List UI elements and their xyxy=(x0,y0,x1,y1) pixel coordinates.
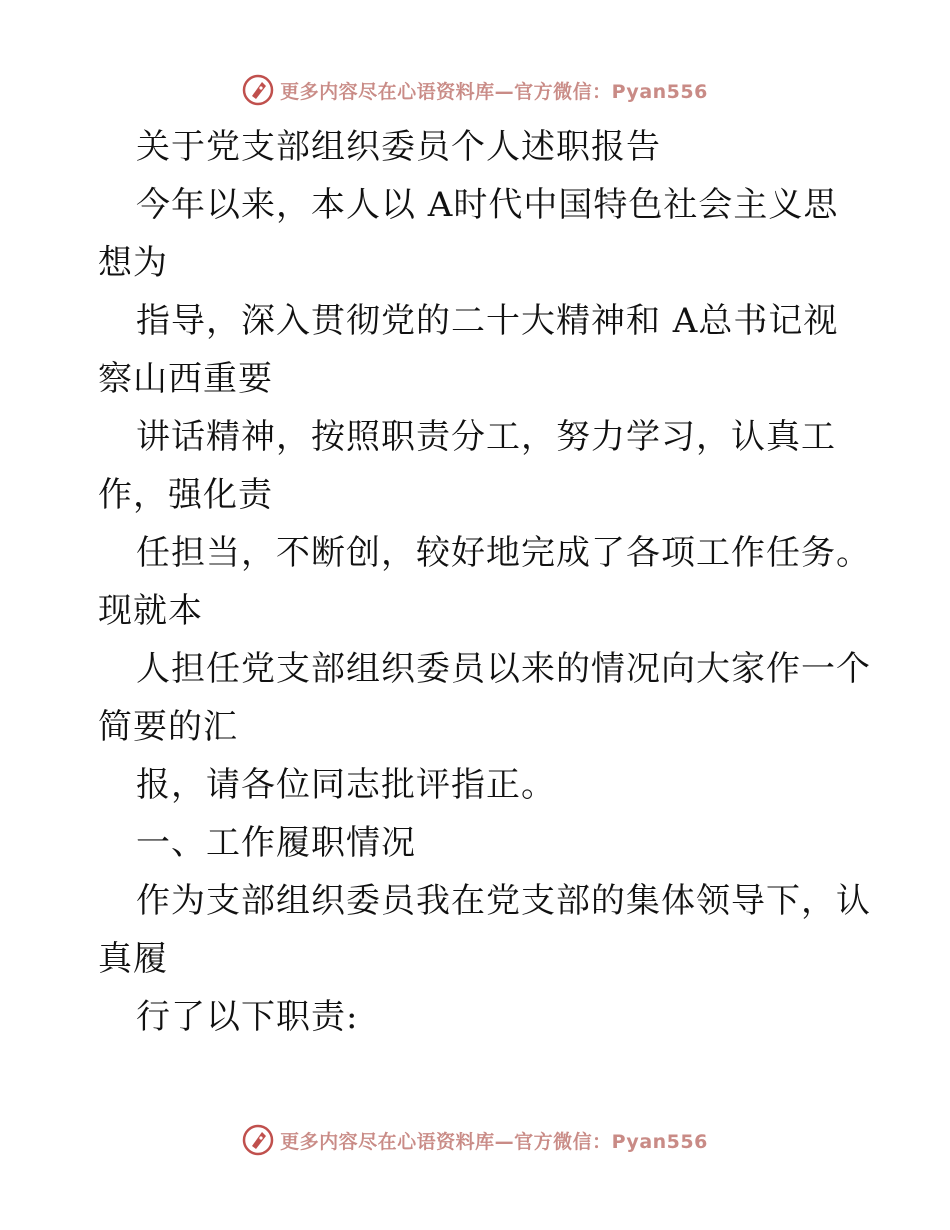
doc-line: 讲话精神，按照职责分工，努力学习，认真工 xyxy=(136,417,836,457)
watermark-text: 更多内容尽在心语资料库—官方微信：Pyan556 xyxy=(280,1130,708,1153)
document-body xyxy=(98,118,871,1046)
doc-line: 作，强化责 xyxy=(98,475,273,515)
footer-watermark xyxy=(0,1122,950,1158)
doc-line: 任担当，不断创，较好地完成了各项工作任务。 xyxy=(136,533,871,573)
pen-nib-logo-icon xyxy=(242,74,274,106)
doc-line: 今年以来，本人以 A时代中国特色社会主义思 xyxy=(136,185,839,225)
pen-nib-logo-icon xyxy=(242,1124,274,1156)
header-watermark xyxy=(0,72,950,108)
doc-line: 人担任党支部组织委员以来的情况向大家作一个 xyxy=(136,649,871,689)
doc-line: 指导，深入贯彻党的二十大精神和 A总书记视 xyxy=(136,301,839,341)
doc-line: 关于党支部组织委员个人述职报告 xyxy=(136,127,661,167)
doc-line: 报，请各位同志批评指正。 xyxy=(136,765,556,805)
doc-line: 想为 xyxy=(98,243,168,283)
doc-line: 简要的汇 xyxy=(98,707,238,747)
doc-line: 现就本 xyxy=(98,591,203,631)
doc-line: 一、工作履职情况 xyxy=(136,823,416,863)
doc-line: 作为支部组织委员我在党支部的集体领导下，认 xyxy=(136,881,871,921)
doc-line: 真履 xyxy=(98,939,168,979)
watermark-text: 更多内容尽在心语资料库—官方微信：Pyan556 xyxy=(280,80,708,103)
doc-line: 行了以下职责: xyxy=(136,997,359,1037)
doc-line: 察山西重要 xyxy=(98,359,273,399)
